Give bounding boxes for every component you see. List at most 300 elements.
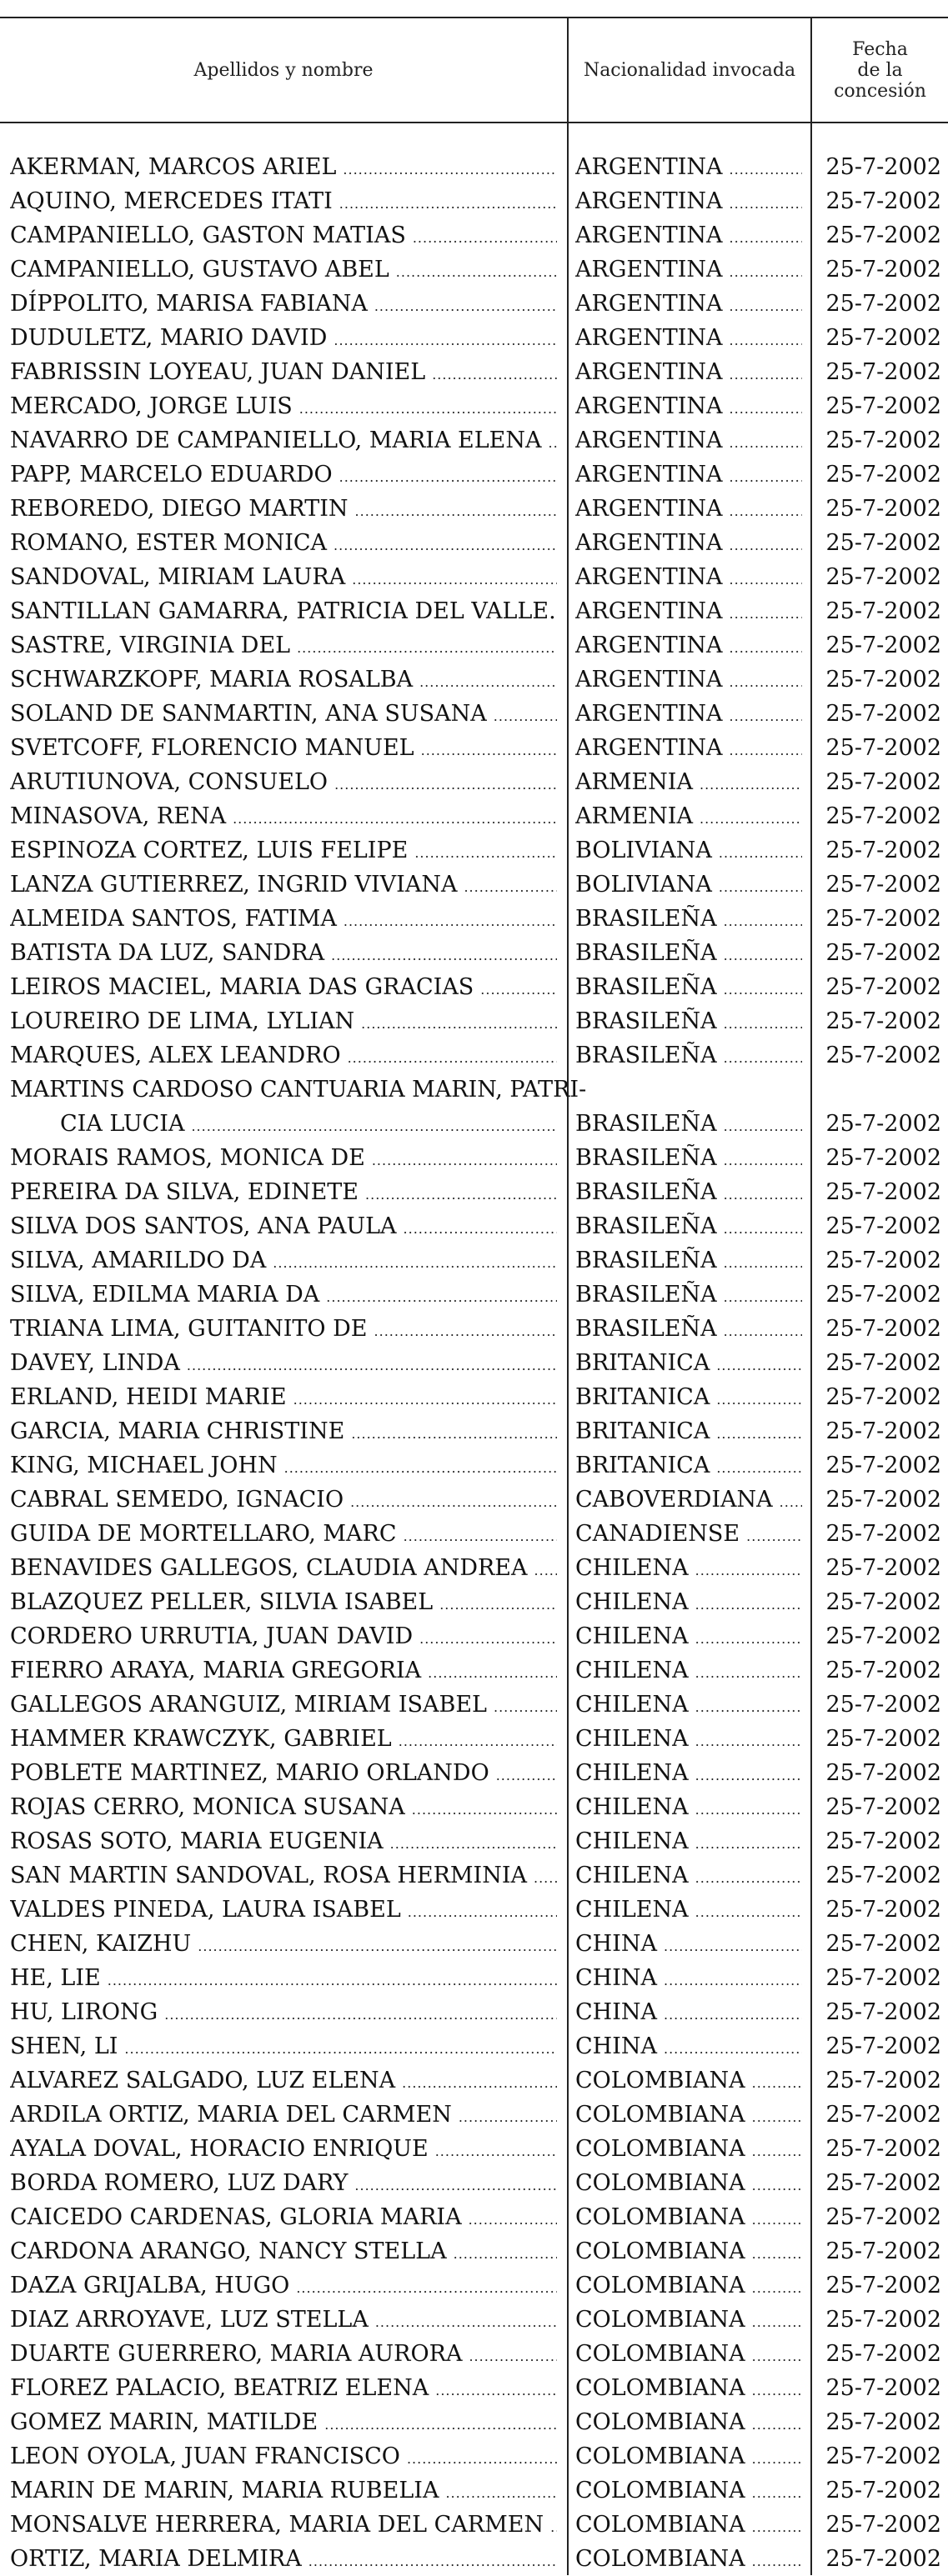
table-row xyxy=(0,628,948,663)
name-text: PAPP, MARCELO EDUARDO xyxy=(10,462,333,488)
dot-leader xyxy=(419,1622,557,1653)
table-row xyxy=(0,1346,948,1380)
dot-leader xyxy=(724,904,802,936)
date-cell: 25-7-2002 xyxy=(825,1316,941,1342)
nationality-cell xyxy=(575,1175,802,1209)
date-cell: 25-7-2002 xyxy=(825,1623,941,1649)
date-cell: 25-7-2002 xyxy=(825,769,941,795)
dot-leader xyxy=(730,460,802,492)
name-cell xyxy=(10,560,557,594)
name-text: TRIANA LIMA, GUITANITO DE xyxy=(10,1316,368,1342)
nationality-cell xyxy=(575,2439,802,2473)
nationality-cell xyxy=(575,389,802,423)
table-row xyxy=(0,1927,948,1961)
nationality-cell xyxy=(575,321,802,355)
dot-leader xyxy=(730,255,802,287)
nationality-cell xyxy=(575,1380,802,1414)
name-text: VALDES PINEDA, LAURA ISABEL xyxy=(10,1897,401,1923)
table-row xyxy=(0,868,948,902)
name-text: SASTRE, VIRGINIA DEL xyxy=(10,633,291,658)
table-row xyxy=(0,2166,948,2200)
name-cell xyxy=(10,663,557,697)
date-cell: 25-7-2002 xyxy=(825,1965,941,1991)
name-cell xyxy=(10,2234,557,2268)
dot-leader xyxy=(413,221,557,253)
dot-leader xyxy=(469,2203,557,2234)
date-cell: 25-7-2002 xyxy=(825,1043,941,1068)
date-cell: 25-7-2002 xyxy=(825,1931,941,1957)
name-cell xyxy=(10,799,557,833)
nationality-text: CHILENA xyxy=(575,1658,689,1683)
table-row xyxy=(0,1038,948,1073)
dot-leader xyxy=(695,1827,802,1858)
nationality-text: ARGENTINA xyxy=(575,496,723,522)
nationality-cell xyxy=(575,697,802,731)
date-cell: 25-7-2002 xyxy=(825,1282,941,1308)
table-row xyxy=(0,1619,948,1653)
dot-leader xyxy=(352,563,557,594)
dot-leader xyxy=(716,1348,802,1380)
nationality-text: BRASILEÑA xyxy=(575,906,717,932)
table-row xyxy=(0,970,948,1004)
dot-leader xyxy=(724,1212,802,1243)
table-row xyxy=(0,2405,948,2439)
name-cell xyxy=(10,970,557,1004)
name-cell xyxy=(10,2542,557,2576)
dot-leader xyxy=(419,665,557,697)
dot-leader xyxy=(297,631,557,663)
nationality-text: BRASILEÑA xyxy=(575,1111,717,1137)
nationality-text: COLOMBIANA xyxy=(575,2170,745,2196)
date-cell: 25-7-2002 xyxy=(825,1521,941,1547)
nationality-cell xyxy=(575,1653,802,1688)
name-cell xyxy=(10,765,557,799)
table-row xyxy=(0,1175,948,1209)
name-cell xyxy=(10,1483,557,1517)
table-row xyxy=(0,1995,948,2029)
table-row xyxy=(0,150,948,184)
nationality-text: BRASILEÑA xyxy=(575,1008,717,1034)
nationality-text: CHILENA xyxy=(575,1760,689,1786)
dot-leader xyxy=(361,1007,557,1038)
date-cell: 25-7-2002 xyxy=(825,496,941,522)
nationality-text: COLOMBIANA xyxy=(575,2273,745,2298)
dot-leader xyxy=(550,2510,557,2542)
dot-leader xyxy=(730,494,802,526)
nationality-text: CHILENA xyxy=(575,1794,689,1820)
name-text: KING, MICHAEL JOHN xyxy=(10,1453,278,1478)
dot-leader xyxy=(724,1143,802,1175)
dot-leader xyxy=(421,733,557,765)
table-row xyxy=(0,799,948,833)
dot-leader xyxy=(187,1348,557,1380)
name-text: BLAZQUEZ PELLER, SILVIA ISABEL xyxy=(10,1589,434,1615)
nationality-text: CHILENA xyxy=(575,1897,689,1923)
name-text: SOLAND DE SANMARTIN, ANA SUSANA xyxy=(10,701,487,727)
table-row xyxy=(0,1551,948,1585)
nationality-cell xyxy=(575,560,802,594)
nationality-text: COLOMBIANA xyxy=(575,2512,745,2538)
name-text: ROMANO, ESTER MONICA xyxy=(10,530,328,556)
nationality-text: CHILENA xyxy=(575,1623,689,1649)
dot-leader xyxy=(354,2168,557,2200)
table-row xyxy=(0,1790,948,1824)
nationality-cell xyxy=(575,2029,802,2063)
name-text: MORAIS RAMOS, MONICA DE xyxy=(10,1145,365,1171)
header-nationality xyxy=(569,18,810,122)
name-cell xyxy=(10,1688,557,1722)
table-row xyxy=(0,560,948,594)
name-cell xyxy=(10,1414,557,1448)
dot-leader xyxy=(412,1793,557,1824)
table-row xyxy=(0,1312,948,1346)
dot-leader xyxy=(664,2032,802,2063)
nationality-text: BRASILEÑA xyxy=(575,1043,717,1068)
name-cell xyxy=(10,1927,557,1961)
nationality-text: BRASILEÑA xyxy=(575,1248,717,1273)
dot-leader xyxy=(716,1417,802,1448)
dot-leader xyxy=(724,938,802,970)
dot-leader xyxy=(724,1314,802,1346)
name-text: FIERRO ARAYA, MARIA GREGORIA xyxy=(10,1658,422,1683)
name-cell xyxy=(10,1858,557,1893)
table-row xyxy=(0,833,948,868)
name-cell xyxy=(10,2371,557,2405)
name-text: LEON OYOLA, JUAN FRANCISCO xyxy=(10,2443,400,2469)
name-text: SILVA, EDILMA MARIA DA xyxy=(10,1282,320,1308)
nationality-cell xyxy=(575,594,802,628)
dot-leader xyxy=(365,1178,557,1209)
nationality-cell xyxy=(575,1585,802,1619)
table-row xyxy=(0,2303,948,2337)
name-cell xyxy=(10,2029,557,2063)
name-text: AKERMAN, MARCOS ARIEL xyxy=(10,154,337,180)
name-text: GALLEGOS ARANGUIZ, MIRIAM ISABEL xyxy=(10,1692,487,1718)
nationality-text: BRASILEÑA xyxy=(575,1316,717,1342)
dot-leader xyxy=(730,221,802,253)
nationality-text: ARGENTINA xyxy=(575,701,723,727)
dot-leader xyxy=(730,528,802,560)
nationality-cell xyxy=(575,1004,802,1038)
date-cell: 25-7-2002 xyxy=(825,701,941,727)
name-cell xyxy=(10,458,557,492)
name-cell xyxy=(10,423,557,458)
nationality-cell xyxy=(575,1312,802,1346)
name-text: LOUREIRO DE LIMA, LYLIAN xyxy=(10,1008,355,1034)
nationality-text: ARGENTINA xyxy=(575,257,723,283)
name-text: BATISTA DA LUZ, SANDRA xyxy=(10,940,325,966)
date-cell: 25-7-2002 xyxy=(825,2443,941,2469)
table-row xyxy=(0,765,948,799)
name-cell xyxy=(10,526,557,560)
date-cell: 25-7-2002 xyxy=(825,2307,941,2333)
name-cell xyxy=(10,1038,557,1073)
dot-leader xyxy=(233,802,557,833)
name-text: CABRAL SEMEDO, IGNACIO xyxy=(10,1487,344,1513)
name-text: FLOREZ PALACIO, BEATRIZ ELENA xyxy=(10,2375,429,2401)
nationality-text: COLOMBIANA xyxy=(575,2341,745,2367)
table-row xyxy=(0,458,948,492)
nationality-text: CHINA xyxy=(575,2033,657,2059)
name-cell xyxy=(10,902,557,936)
dot-leader xyxy=(695,1793,802,1824)
date-cell: 25-7-2002 xyxy=(825,2409,941,2435)
nationality-cell xyxy=(575,1688,802,1722)
name-cell xyxy=(10,2303,557,2337)
table-row xyxy=(0,1722,948,1756)
name-cell xyxy=(10,1380,557,1414)
name-cell xyxy=(10,2473,557,2508)
nationality-cell xyxy=(575,1107,802,1141)
name-text: HU, LIRONG xyxy=(10,1999,158,2025)
date-cell: 25-7-2002 xyxy=(825,1487,941,1513)
name-text: DAVEY, LINDA xyxy=(10,1350,180,1376)
name-text: REBOREDO, DIEGO MARTIN xyxy=(10,496,349,522)
name-text: CHEN, KAIZHU xyxy=(10,1931,192,1957)
dot-leader xyxy=(752,2476,802,2508)
table-row xyxy=(0,2063,948,2098)
name-cell xyxy=(10,1004,557,1038)
date-cell: 25-7-2002 xyxy=(825,1213,941,1239)
name-cell xyxy=(10,1995,557,2029)
nationality-cell xyxy=(575,1824,802,1858)
dot-leader xyxy=(435,2134,557,2166)
nationality-cell xyxy=(575,902,802,936)
name-text: ARDILA ORTIZ, MARIA DEL CARMEN xyxy=(10,2102,452,2128)
nationality-cell xyxy=(575,492,802,526)
name-cell xyxy=(10,594,557,628)
dot-leader xyxy=(695,1656,802,1688)
table-row xyxy=(0,697,948,731)
nationality-cell xyxy=(575,184,802,218)
header-name xyxy=(0,18,567,122)
table-row xyxy=(0,1653,948,1688)
nationality-text: COLOMBIANA xyxy=(575,2102,745,2128)
date-cell: 25-7-2002 xyxy=(825,1555,941,1581)
dot-leader xyxy=(664,1998,802,2029)
name-cell xyxy=(10,2098,557,2132)
date-cell: 25-7-2002 xyxy=(825,2238,941,2264)
name-text: CIA LUCIA xyxy=(60,1111,185,1137)
dot-leader xyxy=(299,392,557,423)
date-cell: 25-7-2002 xyxy=(825,1897,941,1923)
date-cell: 25-7-2002 xyxy=(825,1179,941,1205)
name-cell xyxy=(10,1893,557,1927)
table-row xyxy=(0,2268,948,2303)
name-cell xyxy=(10,1824,557,1858)
dot-leader xyxy=(273,1246,557,1278)
dot-leader xyxy=(108,1963,557,1995)
name-text: SILVA DOS SANTOS, ANA PAULA xyxy=(10,1213,397,1239)
name-cell xyxy=(10,389,557,423)
nationality-cell xyxy=(575,458,802,492)
date-cell: 25-7-2002 xyxy=(825,1863,941,1888)
nationality-text: BRASILEÑA xyxy=(575,1179,717,1205)
date-cell: 25-7-2002 xyxy=(825,598,941,624)
table-row xyxy=(0,2234,948,2268)
table-row xyxy=(0,936,948,970)
table-body xyxy=(0,150,948,2576)
name-cell xyxy=(10,1278,557,1312)
table-row xyxy=(0,1209,948,1243)
name-cell xyxy=(10,1312,557,1346)
date-cell: 25-7-2002 xyxy=(825,188,941,214)
dot-leader xyxy=(695,1690,802,1722)
nationality-cell xyxy=(575,1961,802,1995)
name-text: HE, LIE xyxy=(10,1965,101,1991)
nationality-cell xyxy=(575,1722,802,1756)
date-cell: 25-7-2002 xyxy=(825,2546,941,2572)
nationality-text: ARGENTINA xyxy=(575,462,723,488)
name-text: DIAZ ARROYAVE, LUZ STELLA xyxy=(10,2307,369,2333)
dot-leader xyxy=(695,1861,802,1893)
nationality-text: BRASILEÑA xyxy=(575,940,717,966)
name-cell xyxy=(10,1141,557,1175)
dot-leader xyxy=(308,2544,557,2576)
table-row xyxy=(0,389,948,423)
nationality-text: CHINA xyxy=(575,1965,657,1991)
nationality-cell xyxy=(575,1243,802,1278)
dot-leader xyxy=(752,2305,802,2337)
nationality-cell xyxy=(575,1448,802,1483)
date-cell: 25-7-2002 xyxy=(825,257,941,283)
table-row xyxy=(0,2508,948,2542)
nationality-cell xyxy=(575,1209,802,1243)
date-cell: 25-7-2002 xyxy=(825,2375,941,2401)
date-cell: 25-7-2002 xyxy=(825,2204,941,2230)
nationality-text: CANADIENSE xyxy=(575,1521,740,1547)
nationality-cell xyxy=(575,2371,802,2405)
dot-leader xyxy=(375,2305,557,2337)
table-row xyxy=(0,1858,948,1893)
name-cell xyxy=(10,1790,557,1824)
dot-leader xyxy=(752,2100,802,2132)
dot-leader xyxy=(331,938,557,970)
table-row xyxy=(0,1893,948,1927)
dot-leader xyxy=(752,2339,802,2371)
dot-leader xyxy=(664,1929,802,1961)
nationality-cell xyxy=(575,218,802,253)
dot-leader xyxy=(695,1758,802,1790)
table-row xyxy=(0,663,948,697)
date-cell: 25-7-2002 xyxy=(825,1999,941,2025)
dot-leader xyxy=(716,1383,802,1414)
dot-leader xyxy=(191,1109,557,1141)
name-cell xyxy=(10,1551,557,1585)
nationality-text: ARGENTINA xyxy=(575,667,723,693)
nationality-text: ARGENTINA xyxy=(575,598,723,624)
nationality-text: COLOMBIANA xyxy=(575,2409,745,2435)
nationality-cell xyxy=(575,868,802,902)
name-text: SAN MARTIN SANDOVAL, ROSA HERMINIA xyxy=(10,1863,527,1888)
dot-leader xyxy=(496,1758,557,1790)
nationality-cell xyxy=(575,1893,802,1927)
name-text: GUIDA DE MORTELLARO, MARC xyxy=(10,1521,397,1547)
table-row xyxy=(0,2098,948,2132)
nationality-cell xyxy=(575,1038,802,1073)
dot-leader xyxy=(752,2168,802,2200)
table-row xyxy=(0,492,948,526)
name-cell xyxy=(10,731,557,765)
name-cell xyxy=(10,2405,557,2439)
name-cell xyxy=(10,1448,557,1483)
name-text: ROJAS CERRO, MONICA SUSANA xyxy=(10,1794,405,1820)
date-cell: 25-7-2002 xyxy=(825,667,941,693)
nationality-cell xyxy=(575,1790,802,1824)
dot-leader xyxy=(343,153,557,184)
nationality-text: CHILENA xyxy=(575,1692,689,1718)
table-row xyxy=(0,1243,948,1278)
header-date xyxy=(812,18,948,122)
dot-leader xyxy=(372,1143,557,1175)
nationality-cell xyxy=(575,936,802,970)
date-cell: 25-7-2002 xyxy=(825,393,941,419)
nationality-text: ARGENTINA xyxy=(575,223,723,248)
name-cell xyxy=(10,321,557,355)
dot-leader xyxy=(730,733,802,765)
dot-leader xyxy=(730,153,802,184)
table-row xyxy=(0,594,948,628)
table-row xyxy=(0,2200,948,2234)
date-cell: 25-7-2002 xyxy=(825,1726,941,1752)
name-text: HAMMER KRAWCZYK, GABRIEL xyxy=(10,1726,392,1752)
date-cell: 25-7-2002 xyxy=(825,2478,941,2503)
nationality-cell xyxy=(575,2542,802,2576)
nationality-cell xyxy=(575,663,802,697)
dot-leader xyxy=(724,1246,802,1278)
table-row xyxy=(0,2542,948,2576)
name-cell xyxy=(10,2337,557,2371)
nationality-cell xyxy=(575,1995,802,2029)
name-cell xyxy=(10,697,557,731)
name-text: CAMPANIELLO, GASTON MATIAS xyxy=(10,223,406,248)
nationality-text: COLOMBIANA xyxy=(575,2068,745,2093)
dot-leader xyxy=(730,631,802,663)
nationality-text: ARGENTINA xyxy=(575,325,723,351)
nationality-text: CHILENA xyxy=(575,1828,689,1854)
dot-leader xyxy=(746,1519,802,1551)
dot-leader xyxy=(752,2442,802,2473)
dot-leader xyxy=(752,2544,802,2576)
date-cell: 25-7-2002 xyxy=(825,325,941,351)
table-row xyxy=(0,2371,948,2405)
nationality-text: ARMENIA xyxy=(575,803,693,829)
nationality-cell xyxy=(575,1278,802,1312)
nationality-cell xyxy=(575,1141,802,1175)
table-row xyxy=(0,2439,948,2473)
name-text: CAICEDO CARDENAS, GLORIA MARIA xyxy=(10,2204,462,2230)
dot-leader xyxy=(404,1519,557,1551)
name-text: CAMPANIELLO, GUSTAVO ABEL xyxy=(10,257,389,283)
name-cell xyxy=(10,218,557,253)
table-row xyxy=(0,423,948,458)
nationality-text: BRASILEÑA xyxy=(575,1282,717,1308)
table-row xyxy=(0,1448,948,1483)
dot-leader xyxy=(284,1451,557,1483)
date-cell: 25-7-2002 xyxy=(825,2273,941,2298)
table-row xyxy=(0,2029,948,2063)
table-row xyxy=(0,1517,948,1551)
nationality-text: COLOMBIANA xyxy=(575,2375,745,2401)
nationality-cell xyxy=(575,2508,802,2542)
date-cell: 25-7-2002 xyxy=(825,940,941,966)
name-text: DUARTE GUERRERO, MARIA AURORA xyxy=(10,2341,463,2367)
dot-leader xyxy=(399,1724,557,1756)
nationality-cell xyxy=(575,1346,802,1380)
dot-leader xyxy=(724,973,802,1004)
dot-leader xyxy=(724,1280,802,1312)
nationality-text: CHILENA xyxy=(575,1863,689,1888)
